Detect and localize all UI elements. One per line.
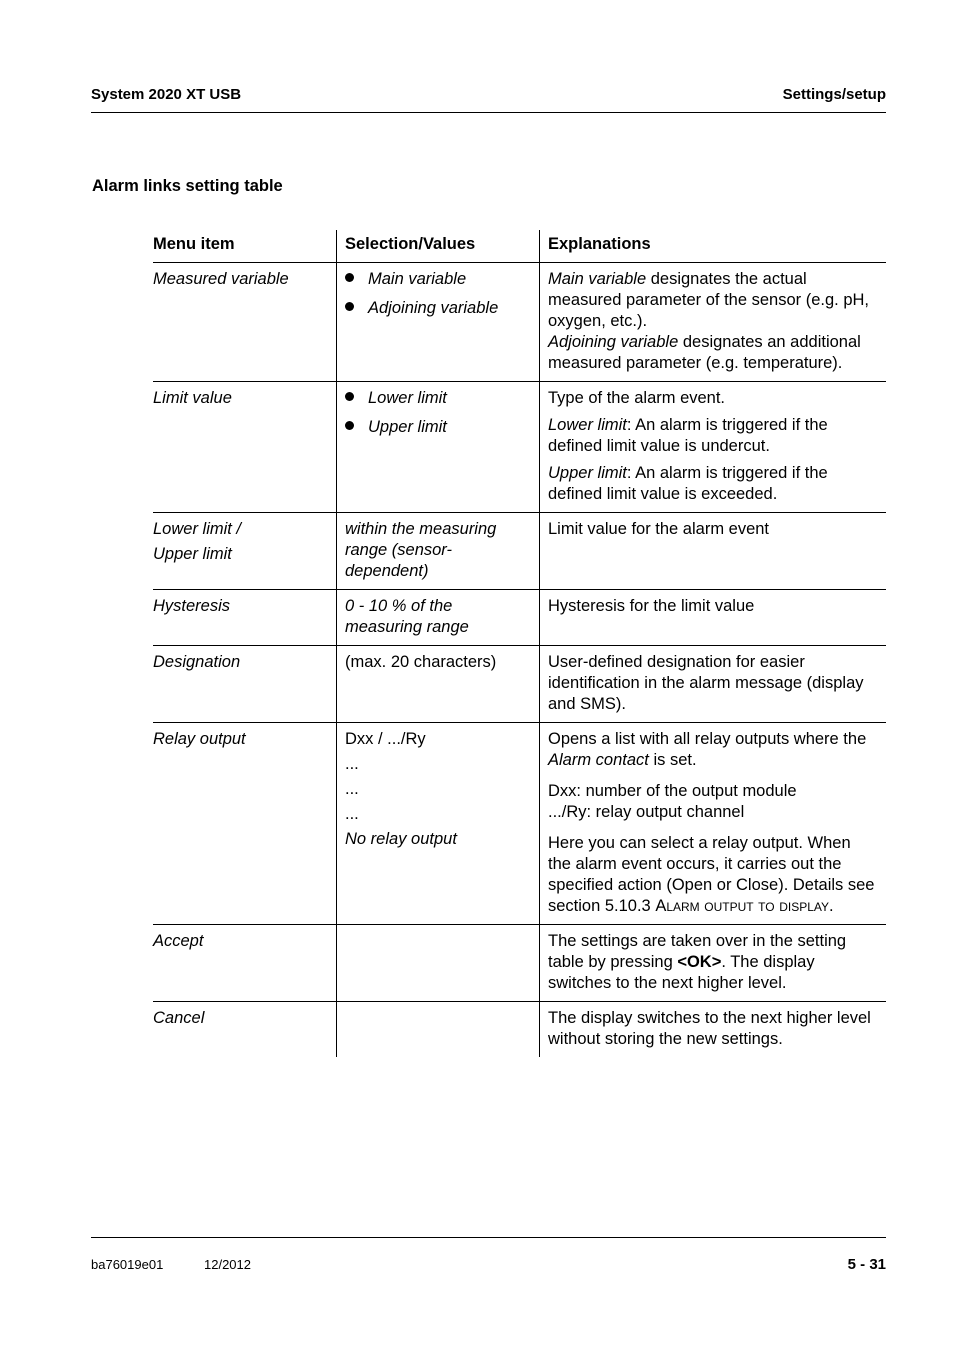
explanation-text: Here you can select a relay output. When the alarm event occurs, it carries out the specified action (Open or Close). Details see section 5.10.3 xyxy=(548,834,875,915)
explanation-paragraph xyxy=(548,781,878,823)
explanation-paragraph xyxy=(548,332,878,374)
option-label: Adjoining variable xyxy=(368,299,499,317)
bullet-icon xyxy=(345,273,354,282)
explanation-paragraph: Type of the alarm event. xyxy=(548,389,726,407)
menu-item-cell: Hysteresis xyxy=(153,590,337,646)
explanation-paragraph xyxy=(548,833,878,917)
key-label: <OK> xyxy=(677,953,722,971)
table-row xyxy=(153,513,886,590)
option-label: Main variable xyxy=(368,270,467,288)
explanation-paragraph xyxy=(548,729,878,771)
explanation-text: Opens a list with all relay outputs where the xyxy=(548,730,867,748)
explanation-cell: The display switches to the next higher level without storing the new settings. xyxy=(540,1002,887,1058)
explanation-text: : An alarm is triggered if the defined limit value is exceeded. xyxy=(548,464,828,503)
menu-item-cell: Measured variable xyxy=(153,270,289,288)
column-header-selection-values: Selection/Values xyxy=(337,230,540,263)
explanation-term: Upper limit xyxy=(548,464,627,482)
menu-item-cell: Limit value xyxy=(153,382,337,513)
alarm-links-table xyxy=(153,230,886,1057)
column-header-explanations: Explanations xyxy=(540,230,887,263)
selection-cell: (max. 20 characters) xyxy=(337,646,540,723)
selection-cell xyxy=(337,263,540,382)
option-label: Upper limit xyxy=(368,418,447,436)
bullet-icon xyxy=(345,392,354,401)
selection-cell: 0 - 10 % of the measuring range xyxy=(337,590,540,646)
option-label: Lower limit xyxy=(368,389,447,407)
menu-item-line: Upper limit xyxy=(153,545,232,563)
footer-date: 12/2012 xyxy=(204,1257,251,1272)
selection-cell xyxy=(337,1002,540,1058)
running-header-title: System 2020 XT USB xyxy=(91,86,242,103)
bullet-icon xyxy=(345,421,354,430)
table-header-row xyxy=(153,230,886,263)
explanation-text: designates the actual measured parameter of the sensor (e.g. pH, oxygen, etc.). xyxy=(548,270,869,330)
header-rule xyxy=(91,112,886,113)
running-header-section: Settings/setup xyxy=(782,86,886,103)
footer-page-number: 5 - 31 xyxy=(847,1256,886,1273)
explanation-cell: Limit value for the alarm event xyxy=(540,513,887,590)
value-line: ... xyxy=(345,780,359,798)
section-reference: Alarm output to display xyxy=(655,897,830,915)
menu-item-cell xyxy=(153,513,337,590)
menu-item-line: Lower limit / xyxy=(153,520,242,538)
option-item xyxy=(345,269,531,290)
explanation-text: designates an additional measured parameter (e.g. temperature). xyxy=(548,333,861,372)
explanation-cell: User-defined designation for easier identification in the alarm message (display and SMS). xyxy=(540,646,887,723)
table-row xyxy=(153,925,886,1002)
menu-item-cell: Designation xyxy=(153,646,337,723)
explanation-text: . The display switches to the next higher level. xyxy=(548,953,815,992)
option-item xyxy=(345,298,531,319)
table-row xyxy=(153,646,886,723)
footer-doc-id: ba76019e01 xyxy=(91,1257,164,1272)
footer-rule xyxy=(91,1237,886,1238)
explanation-text: is set. xyxy=(648,751,697,769)
bullet-icon xyxy=(345,302,354,311)
menu-item-cell: Accept xyxy=(153,925,337,1002)
explanation-paragraph xyxy=(548,463,878,505)
explanation-cell xyxy=(540,723,887,925)
option-item xyxy=(345,417,531,438)
value-line: ... xyxy=(345,755,359,773)
option-item xyxy=(345,388,531,409)
selection-cell: within the measuring range (sensor-dependent) xyxy=(337,513,540,590)
explanation-cell xyxy=(540,382,887,513)
table-row xyxy=(153,590,886,646)
section-title: Alarm links setting table xyxy=(92,177,283,195)
explanation-paragraph xyxy=(548,269,878,332)
explanation-text: The settings are taken over in the setting table by pressing xyxy=(548,932,847,971)
table-row xyxy=(153,1002,886,1058)
value-line: ... xyxy=(345,805,359,823)
explanation-text: .../Ry: relay output channel xyxy=(548,803,745,821)
explanation-text: . xyxy=(829,897,834,915)
column-header-menu-item: Menu item xyxy=(153,230,337,263)
value-line: Dxx / .../Ry xyxy=(345,730,426,748)
explanation-text: : An alarm is triggered if the defined limit value is undercut. xyxy=(548,416,828,455)
menu-item-cell: Relay output xyxy=(153,723,337,925)
explanation-term: Main variable xyxy=(548,270,647,288)
selection-cell xyxy=(337,925,540,1002)
table-row xyxy=(153,723,886,925)
selection-cell xyxy=(337,723,540,925)
table-row xyxy=(153,382,886,513)
explanation-term: Lower limit xyxy=(548,416,627,434)
explanation-cell xyxy=(540,925,887,1002)
explanation-term: Alarm contact xyxy=(548,751,649,769)
value-line: No relay output xyxy=(345,830,457,848)
explanation-text: Dxx: number of the output module xyxy=(548,782,797,800)
explanation-term: Adjoining variable xyxy=(548,333,679,351)
selection-cell xyxy=(337,382,540,513)
explanation-paragraph xyxy=(548,415,878,457)
explanation-cell: Hysteresis for the limit value xyxy=(540,590,887,646)
explanation-cell xyxy=(540,263,887,382)
menu-item-cell: Cancel xyxy=(153,1002,337,1058)
table-row xyxy=(153,263,886,382)
